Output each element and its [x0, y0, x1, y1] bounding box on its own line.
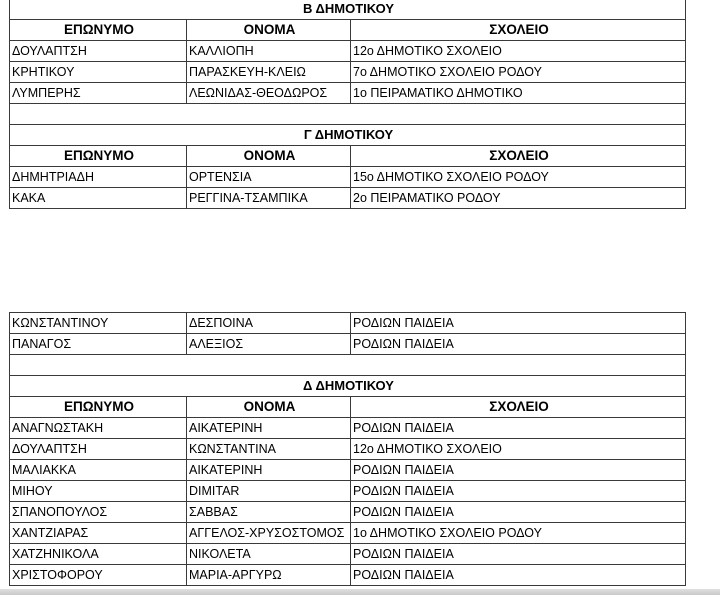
table-row — [10, 62, 686, 83]
table-row — [10, 83, 686, 104]
table-row — [10, 544, 686, 565]
table-row — [10, 188, 686, 209]
cell-name: ΚΩΝΣΤΑΝΤΙΝΑ — [187, 439, 351, 460]
cell-surname: ΧΡΙΣΤΟΦΟΡΟΥ — [10, 565, 187, 586]
table-row — [10, 167, 686, 188]
cell-school: ΡΟΔΙΩΝ ΠΑΙΔΕΙΑ — [351, 334, 686, 355]
cell-name: ΠΑΡΑΣΚΕΥΗ-ΚΛΕΙΩ — [187, 62, 351, 83]
cell-school: ΡΟΔΙΩΝ ΠΑΙΔΕΙΑ — [351, 481, 686, 502]
cell-school: 1ο ΠΕΙΡΑΜΑΤΙΚΟ ΔΗΜΟΤΙΚΟ — [351, 83, 686, 104]
section-title-row — [10, 0, 686, 20]
table-row — [10, 460, 686, 481]
cell-name: ΣΑΒΒΑΣ — [187, 502, 351, 523]
cell-surname: ΠΑΝΑΓΟΣ — [10, 334, 187, 355]
cell-surname: ΜΑΛΙΑΚΚΑ — [10, 460, 187, 481]
cell-school: ΡΟΔΙΩΝ ΠΑΙΔΕΙΑ — [351, 418, 686, 439]
cell-name: ΡΕΓΓΙΝΑ-ΤΣΑΜΠΙΚΑ — [187, 188, 351, 209]
cell-school: ΡΟΔΙΩΝ ΠΑΙΔΕΙΑ — [351, 544, 686, 565]
cell-school: ΡΟΔΙΩΝ ΠΑΙΔΕΙΑ — [351, 502, 686, 523]
empty-cell — [10, 104, 686, 125]
table-row — [10, 502, 686, 523]
table-row — [10, 313, 686, 334]
cell-name: ΑΙΚΑΤΕΡΙΝΗ — [187, 460, 351, 481]
cell-school: 12ο ΔΗΜΟΤΙΚΟ ΣΧΟΛΕΙΟ — [351, 439, 686, 460]
table-row — [10, 439, 686, 460]
section-title-b: Β ΔΗΜΟΤΙΚΟΥ — [10, 0, 686, 20]
section-title-d: Δ ΔΗΜΟΤΙΚΟΥ — [10, 376, 686, 397]
cell-school: ΡΟΔΙΩΝ ΠΑΙΔΕΙΑ — [351, 565, 686, 586]
header-name: ΟΝΟΜΑ — [187, 20, 351, 41]
cell-name: ΔΕΣΠΟΙΝΑ — [187, 313, 351, 334]
header-surname: ΕΠΩΝΥΜΟ — [10, 146, 187, 167]
cell-name: ΚΑΛΛΙΟΠΗ — [187, 41, 351, 62]
cell-school: 1ο ΔΗΜΟΤΙΚΟ ΣΧΟΛΕΙΟ ΡΟΔΟΥ — [351, 523, 686, 544]
cell-surname: ΧΑΤΖΗΝΙΚΟΛΑ — [10, 544, 187, 565]
cell-surname: ΔΟΥΛΑΠΤΣΗ — [10, 439, 187, 460]
cell-name: DIMITAR — [187, 481, 351, 502]
header-surname: ΕΠΩΝΥΜΟ — [10, 397, 187, 418]
cell-surname: ΛΥΜΠΕΡΗΣ — [10, 83, 187, 104]
header-school: ΣΧΟΛΕΙΟ — [351, 146, 686, 167]
header-school: ΣΧΟΛΕΙΟ — [351, 397, 686, 418]
cell-surname: ΚΑΚΑ — [10, 188, 187, 209]
window-bottom-edge — [0, 589, 720, 595]
cell-school: ΡΟΔΙΩΝ ΠΑΙΔΕΙΑ — [351, 460, 686, 481]
cell-school: ΡΟΔΙΩΝ ΠΑΙΔΕΙΑ — [351, 313, 686, 334]
header-row — [10, 20, 686, 41]
cell-surname: ΚΡΗΤΙΚΟΥ — [10, 62, 187, 83]
header-row — [10, 146, 686, 167]
section-title-c: Γ ΔΗΜΟΤΙΚΟΥ — [10, 125, 686, 146]
cell-surname: ΔΟΥΛΑΠΤΣΗ — [10, 41, 187, 62]
cell-surname: ΣΠΑΝΟΠΟΥΛΟΣ — [10, 502, 187, 523]
cell-name: ΝΙΚΟΛΕΤΑ — [187, 544, 351, 565]
empty-row — [10, 355, 686, 376]
table-row — [10, 523, 686, 544]
table-row — [10, 481, 686, 502]
section-title-row — [10, 376, 686, 397]
section-title-row — [10, 125, 686, 146]
header-school: ΣΧΟΛΕΙΟ — [351, 20, 686, 41]
cell-name: ΑΙΚΑΤΕΡΙΝΗ — [187, 418, 351, 439]
cell-surname: ΜΙΗΟΥ — [10, 481, 187, 502]
cell-name: ΑΓΓΕΛΟΣ-ΧΡΥΣΟΣΤΟΜΟΣ — [187, 523, 351, 544]
cell-surname: ΚΩΝΣΤΑΝΤΙΝΟΥ — [10, 313, 187, 334]
cell-name: ΑΛΕΞΙΟΣ — [187, 334, 351, 355]
cell-surname: ΧΑΝΤΖΙΑΡΑΣ — [10, 523, 187, 544]
header-name: ΟΝΟΜΑ — [187, 397, 351, 418]
cell-name: ΛΕΩΝΙΔΑΣ-ΘΕΟΔΩΡΟΣ — [187, 83, 351, 104]
cell-school: 12ο ΔΗΜΟΤΙΚΟ ΣΧΟΛΕΙΟ — [351, 41, 686, 62]
header-surname: ΕΠΩΝΥΜΟ — [10, 20, 187, 41]
table-row — [10, 334, 686, 355]
cell-name: ΜΑΡΙΑ-ΑΡΓΥΡΩ — [187, 565, 351, 586]
cell-school: 7ο ΔΗΜΟΤΙΚΟ ΣΧΟΛΕΙΟ ΡΟΔΟΥ — [351, 62, 686, 83]
cell-surname: ΑΝΑΓΝΩΣΤΑΚΗ — [10, 418, 187, 439]
cell-name: ΟΡΤΕΝΣΙΑ — [187, 167, 351, 188]
header-name: ΟΝΟΜΑ — [187, 146, 351, 167]
table-row — [10, 565, 686, 586]
cell-school: 15ο ΔΗΜΟΤΙΚΟ ΣΧΟΛΕΙΟ ΡΟΔΟΥ — [351, 167, 686, 188]
header-row — [10, 397, 686, 418]
table-row — [10, 418, 686, 439]
empty-cell — [10, 355, 686, 376]
cell-surname: ΔΗΜΗΤΡΙΑΔΗ — [10, 167, 187, 188]
table-row — [10, 41, 686, 62]
student-table-bottom — [9, 312, 686, 586]
student-table-top — [9, 0, 686, 209]
cell-school: 2ο ΠΕΙΡΑΜΑΤΙΚΟ ΡΟΔΟΥ — [351, 188, 686, 209]
empty-row — [10, 104, 686, 125]
